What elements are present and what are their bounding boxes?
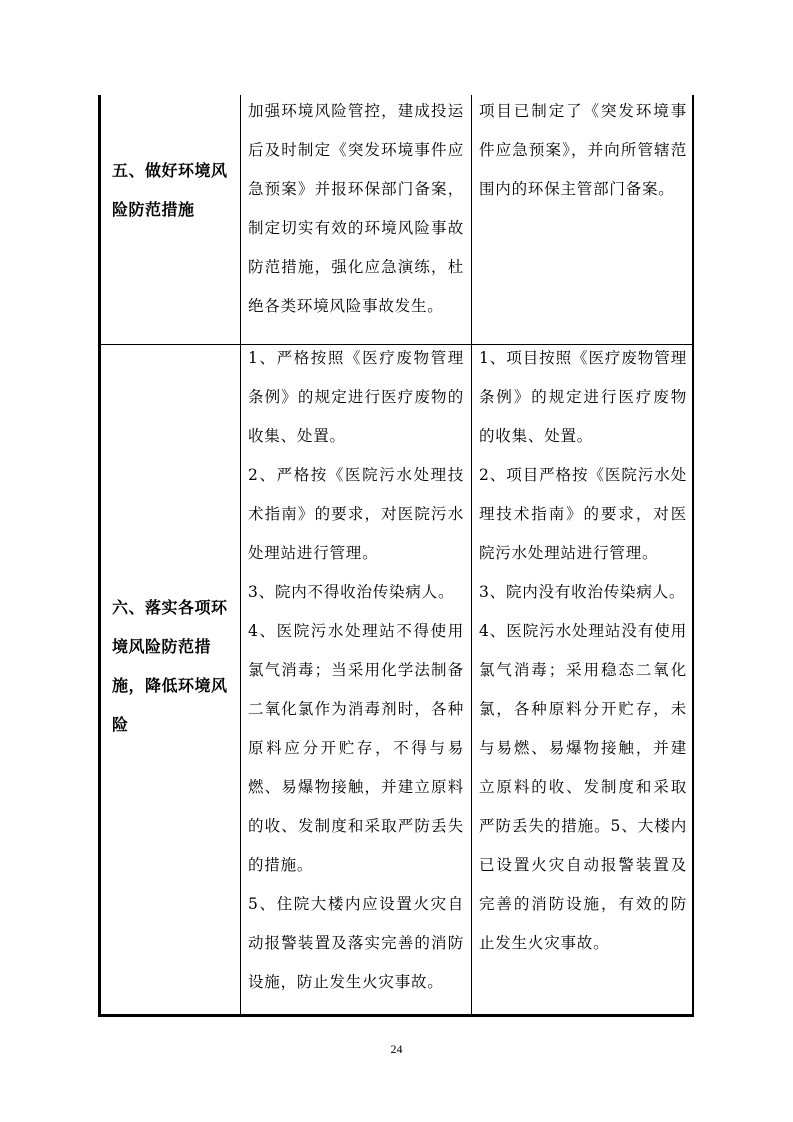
requirement-cell-6	[248, 339, 464, 1002]
implementation-cell-6	[479, 339, 687, 963]
implementation-text: 项目已制定了《突发环境事件应急预案》，并向所管辖范围内的环保主管部门备案。	[479, 102, 687, 198]
requirement-text: 加强环境风险管控，建成投运后及时制定《突发环境事件应急预案》并报环保部门备案，制定切实有效的环境风险事故防范措施，强化应急演练，杜绝各类环境风险事故发生。	[248, 102, 464, 315]
column-divider-1	[240, 95, 241, 1017]
row-label-6: 六、落实各项环境风险防范措施，降低环境风险	[112, 598, 228, 734]
row-label-5: 五、做好环境风险防范措施	[112, 161, 228, 219]
implementation-item-3: 3、院内没有收治传染病人。	[479, 583, 686, 601]
page-number: 24	[390, 1042, 403, 1056]
implementation-cell-5	[479, 92, 687, 209]
requirement-item-1: 1、严格按照《医疗废物管理条例》的规定进行医疗废物的收集、处置。	[248, 349, 464, 445]
requirement-item-4: 4、医院污水处理站不得使用氯气消毒；当采用化学法制备二氧化氯作为消毒剂时，各种原料应分开贮存，不得与易燃、易爆物接触，并建立原料的收、发制度和采取严防丢失的措施。	[248, 622, 464, 874]
column-divider-2	[471, 95, 472, 1017]
implementation-item-2: 2、项目严格按《医院污水处理技术指南》的要求，对医院污水处理站进行管理。	[479, 466, 687, 562]
requirement-item-2: 2、严格按《医院污水处理技术指南》的要求，对医院污水处理站进行管理。	[248, 466, 464, 562]
requirement-item-5: 5、住院大楼内应设置火灾自动报警装置及落实完善的消防设施，防止发生火灾事故。	[248, 895, 464, 991]
implementation-item-4: 4、医院污水处理站没有使用氯气消毒；采用稳态二氧化氯，各种原料分开贮存，未与易燃、易爆物接触，并建立原料的收、发制度和采取严防丢失的措施。5、大楼内已设置火灾自动报警装置及完善的消防设施，有效的防止发生火灾事故。	[479, 622, 687, 952]
implementation-item-1: 1、项目按照《医疗废物管理条例》的规定进行医疗废物的收集、处置。	[479, 349, 687, 445]
requirement-item-3: 3、院内不得收治传染病人。	[248, 583, 455, 601]
requirement-cell-5	[248, 92, 464, 326]
